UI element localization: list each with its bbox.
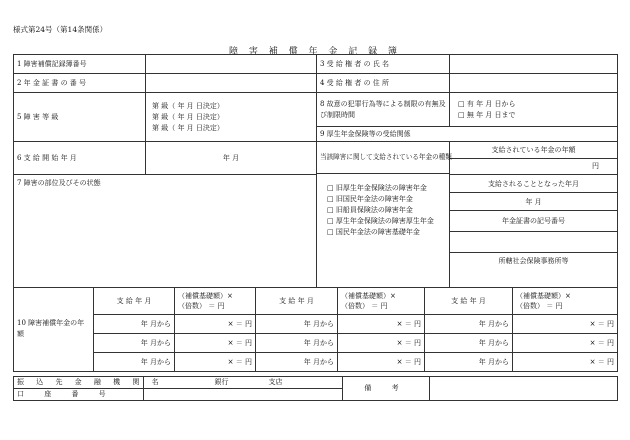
account-number-field[interactable] [144,388,343,400]
pension-type-option[interactable]: □ 旧船員保険法の障害年金 [327,206,413,214]
record-number-label: 1 障害補償記録簿番号 [14,55,146,74]
payment-start-label: 6 支 給 開 始 年 月 [14,142,146,175]
pension-amount-label: 支給されている年金の年額 [450,142,617,159]
pension-type-cell [317,142,450,288]
annual-month-cell[interactable]: 年 月から [256,352,338,371]
record-form [13,54,617,430]
grade-line: 第 級（ 年 月 日決定） [152,112,224,121]
bank-name-field[interactable]: 銀行 [144,376,239,388]
annual-month-cell[interactable]: 年 月から [425,333,513,352]
office-field[interactable] [450,269,617,287]
pension-type-option[interactable]: □ 国民年金法の障害基礎年金 [327,228,420,236]
welfare-pension-label: 9 厚生年金保険等の受給関係 [317,127,618,142]
col-month-header: 支 給 年 月 [256,288,338,314]
annual-month-cell[interactable]: 年 月から [256,333,338,352]
restriction-options[interactable] [450,93,618,127]
col-calc-header: （補償基礎額）× （倍数） ＝ 円 [513,288,618,314]
start-month-label: 支給されることとなった年月 [450,175,618,193]
disability-grade-label: 5 障 害 等 級 [14,93,146,142]
branch-name-field[interactable]: 支店 [239,376,343,388]
restriction-yes-checkbox[interactable]: □ 有 年 月 日から [458,99,516,108]
disability-grade-field[interactable] [146,93,317,142]
grade-line: 第 級（ 年 月 日決定） [152,101,224,110]
bank-name-label: 振 込 先 金 融 機 関 名 [14,376,144,388]
annual-month-cell[interactable]: 年 月から [94,352,175,371]
annual-month-cell[interactable]: 年 月から [94,314,175,333]
form-title: 障 害 補 償 年 金 記 録 簿 [229,47,401,57]
form-number: 様式第24号（第14条関係） [13,25,108,34]
annual-calc-cell[interactable]: × ＝ 円 [175,333,256,352]
col-calc-header: （補償基礎額）× （倍数） ＝ 円 [338,288,425,314]
annual-month-cell[interactable]: 年 月から [425,352,513,371]
pension-type-label: 当該障害に関して支給されている年金の種類 [317,142,449,174]
pension-type-option[interactable]: □ 旧厚生年金保険法の障害年金 [327,184,427,192]
recipient-name-label: 3 受 給 権 者 の 氏 名 [317,55,450,74]
annual-calc-cell[interactable]: × ＝ 円 [513,333,618,352]
annual-calc-cell[interactable]: × ＝ 円 [338,314,425,333]
recipient-address-field[interactable] [450,74,618,93]
pension-amount-cell [450,142,618,175]
annual-amount-label: 10 障害補償年金の年額 [14,288,94,371]
col-month-header: 支 給 年 月 [94,288,175,314]
remarks-field[interactable] [430,376,618,400]
annual-calc-cell[interactable]: × ＝ 円 [338,352,425,371]
col-month-header: 支 給 年 月 [425,288,513,314]
disability-state-label: 7 障害の部位及びその状態 [17,179,101,187]
grade-line: 第 級（ 年 月 日決定） [152,123,224,132]
recipient-name-field[interactable] [450,55,618,74]
restriction-label: 8 故意の犯罪行為等による制限の有無及び制限時間 [317,93,450,127]
account-number-label: 口 座 番 号 [14,388,144,400]
office-cell [450,253,618,288]
office-label: 所轄社会保険事務所等 [498,257,569,265]
annual-month-cell[interactable]: 年 月から [256,314,338,333]
certificate-symbol-cell [450,211,618,253]
payment-start-field[interactable]: 年 月 [146,142,317,175]
certificate-number-label: 2 年 金 証 書 の 番 号 [14,74,146,93]
certificate-symbol-label: 年金証書の記号番号 [450,211,617,232]
main-table [13,54,618,288]
col-calc-header: （補償基礎額）× （倍数） ＝ 円 [175,288,256,314]
annual-calc-cell[interactable]: × ＝ 円 [175,352,256,371]
restriction-no-checkbox[interactable]: □ 無 年 月 日まで [458,110,516,119]
annual-month-cell[interactable]: 年 月から [94,333,175,352]
annual-month-cell[interactable]: 年 月から [425,314,513,333]
annual-calc-cell[interactable]: × ＝ 円 [513,314,618,333]
bank-table [13,376,618,401]
record-number-field[interactable] [146,55,317,74]
recipient-address-label: 4 受 給 権 者 の 住 所 [317,74,450,93]
pension-amount-field[interactable]: 円 [592,162,599,170]
annual-calc-cell[interactable]: × ＝ 円 [175,314,256,333]
pension-type-option[interactable]: □ 厚生年金保険法の障害厚生年金 [327,217,434,225]
remarks-label: 備 考 [343,376,430,400]
annual-amount-table [13,288,618,372]
start-month-field[interactable]: 年 月 [450,193,618,211]
disability-state-cell[interactable] [14,175,317,288]
annual-calc-cell[interactable]: × ＝ 円 [338,333,425,352]
certificate-symbol-field[interactable] [450,232,617,252]
certificate-number-field[interactable] [146,74,317,93]
annual-calc-cell[interactable]: × ＝ 円 [513,352,618,371]
pension-type-option[interactable]: □ 旧国民年金法の障害年金 [327,195,413,203]
